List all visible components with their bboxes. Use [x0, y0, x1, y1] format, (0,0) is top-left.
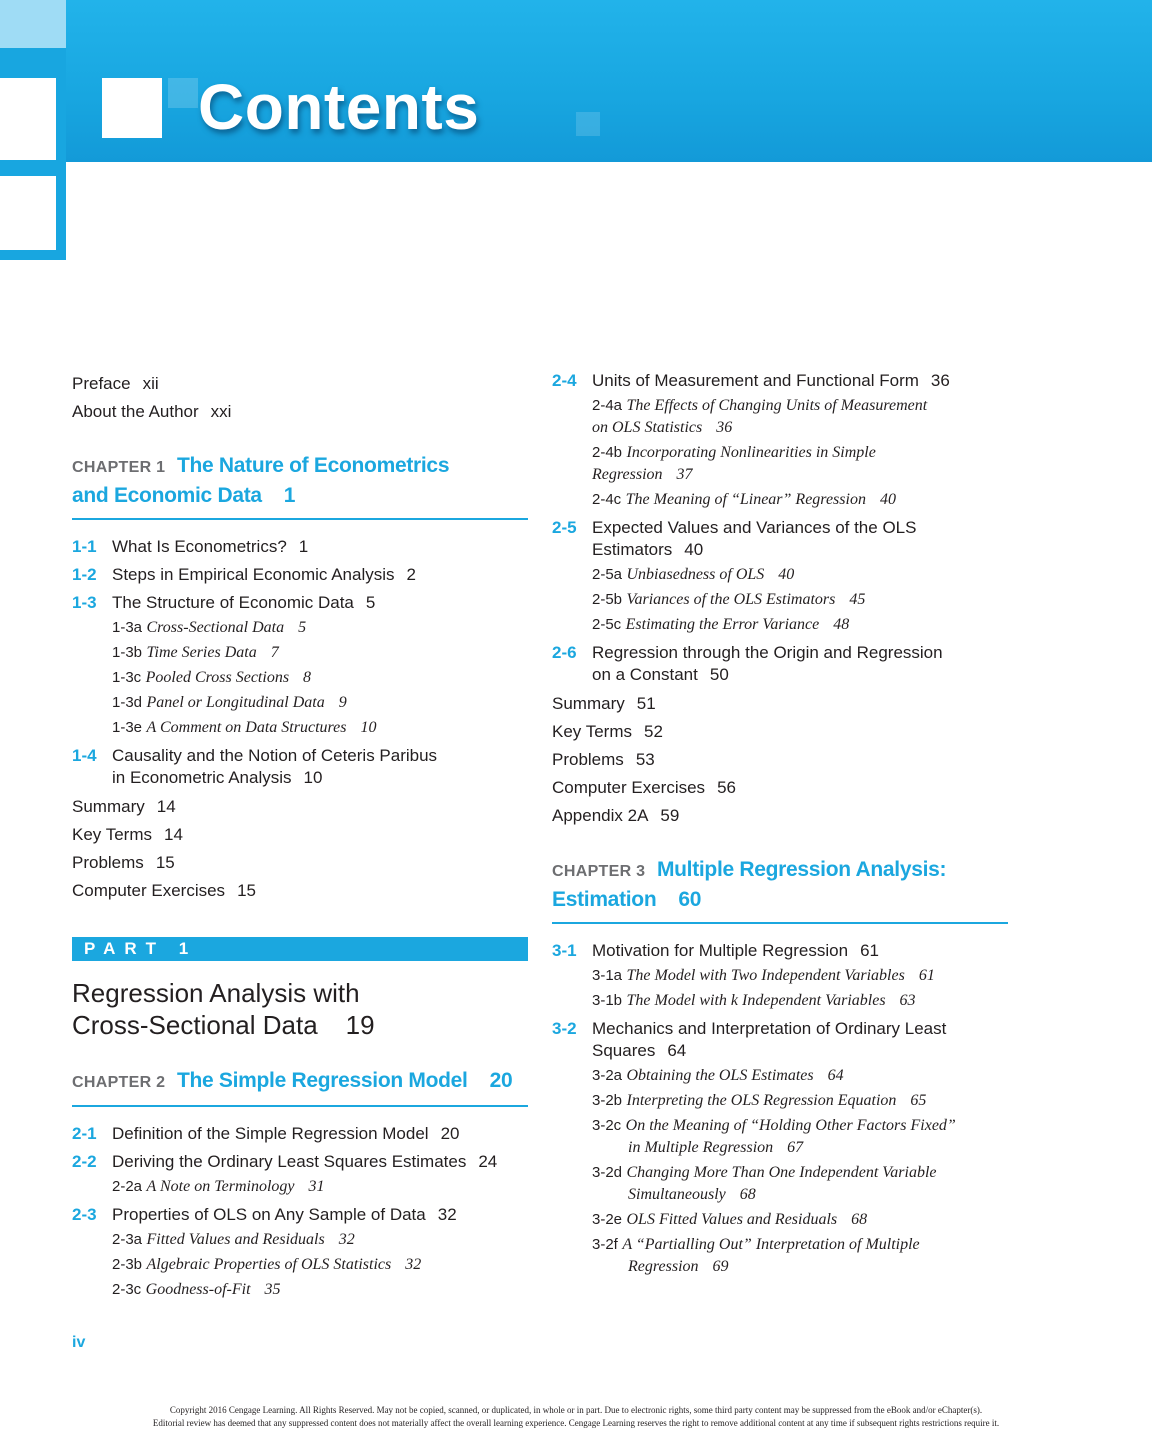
- section-2-5[interactable]: 2-5 Expected Values and Variances of the OLS Estimators 40: [552, 518, 917, 559]
- chapter-3-heading[interactable]: CHAPTER 3 Multiple Regression Analysis: Estimation 60: [552, 856, 1008, 924]
- subsection-2-3c[interactable]: 2-3c Goodness-of-Fit 35: [112, 1281, 281, 1298]
- subsection-2-2a[interactable]: 2-2a A Note on Terminology 31: [112, 1178, 325, 1195]
- copyright-line-2: Editorial review has deemed that any suppressed content does not materially affect the overall learning experience. Cengage Learning reserves the right to remove additional content at any time if subsequent rights restrictions require it.: [152, 1418, 1000, 1428]
- toc-entry-ch2-computer-exercises[interactable]: Computer Exercises 56: [552, 778, 736, 797]
- subsection-3-2c[interactable]: 3-2c On the Meaning of “Holding Other Factors Fixed” in Multiple Regression 67: [592, 1117, 956, 1156]
- toc-entry-ch2-key-terms[interactable]: Key Terms 52: [552, 722, 663, 741]
- decor-square-3: [0, 176, 56, 250]
- section-3-1[interactable]: 3-1 Motivation for Multiple Regression 61: [552, 941, 879, 960]
- subsection-1-3c[interactable]: 1-3c Pooled Cross Sections 8: [112, 669, 312, 686]
- subsection-3-2e[interactable]: 3-2e OLS Fitted Values and Residuals 68: [592, 1211, 868, 1228]
- subsection-2-5c[interactable]: 2-5c Estimating the Error Variance 48: [592, 616, 850, 633]
- section-1-4[interactable]: 1-4 Causality and the Notion of Ceteris Paribus in Econometric Analysis 10: [72, 746, 438, 787]
- subsection-2-5b[interactable]: 2-5b Variances of the OLS Estimators 45: [592, 591, 866, 608]
- subsection-2-3a[interactable]: 2-3a Fitted Values and Residuals 32: [112, 1231, 355, 1248]
- section-1-2[interactable]: 1-2 Steps in Empirical Economic Analysis 2: [72, 565, 416, 584]
- section-2-1[interactable]: 2-1 Definition of the Simple Regression Model 20: [72, 1124, 460, 1143]
- section-2-6[interactable]: 2-6 Regression through the Origin and Regression on a Constant 50: [552, 643, 943, 684]
- toc-right-column: [552, 370, 1008, 1278]
- toc-left-column: [72, 370, 528, 1301]
- toc-entry-ch1-summary[interactable]: Summary 14: [72, 797, 176, 816]
- toc-entry-appendix-2a[interactable]: Appendix 2A 59: [552, 806, 680, 825]
- copyright-notice: [0, 1404, 1152, 1430]
- section-2-4[interactable]: 2-4 Units of Measurement and Functional Form 36: [552, 371, 950, 390]
- subsection-2-3b[interactable]: 2-3b Algebraic Properties of OLS Statistics 32: [112, 1256, 422, 1273]
- toc-entry-ch1-key-terms[interactable]: Key Terms 14: [72, 825, 183, 844]
- page-number: iv: [72, 1334, 86, 1351]
- part-1-title[interactable]: Regression Analysis with Cross-Sectional Data 19: [72, 978, 375, 1040]
- header-light-strip: [0, 0, 66, 48]
- subsection-1-3a[interactable]: 1-3a Cross-Sectional Data 5: [112, 619, 307, 636]
- subsection-3-2d[interactable]: 3-2d Changing More Than One Independent Variable Simultaneously 68: [592, 1164, 937, 1203]
- subsection-1-3b[interactable]: 1-3b Time Series Data 7: [112, 644, 279, 661]
- chapter-2-heading[interactable]: CHAPTER 2 The Simple Regression Model 20: [72, 1067, 528, 1107]
- section-1-1[interactable]: 1-1 What Is Econometrics? 1: [72, 537, 309, 556]
- toc-entry-ch1-problems[interactable]: Problems 15: [72, 853, 175, 872]
- section-3-2[interactable]: 3-2 Mechanics and Interpretation of Ordinary Least Squares 64: [552, 1019, 947, 1060]
- subsection-2-5a[interactable]: 2-5a Unbiasedness of OLS 40: [592, 566, 795, 583]
- subsection-3-2b[interactable]: 3-2b Interpreting the OLS Regression Equation 65: [592, 1092, 927, 1109]
- subsection-2-4a[interactable]: 2-4a The Effects of Changing Units of Measurement on OLS Statistics 36: [592, 397, 928, 436]
- toc-entry-ch2-problems[interactable]: Problems 53: [552, 750, 655, 769]
- subsection-2-4c[interactable]: 2-4c The Meaning of “Linear” Regression 40: [592, 491, 896, 508]
- decor-square-2: [0, 78, 56, 160]
- toc-entry-ch2-summary[interactable]: Summary 51: [552, 694, 656, 713]
- page-title: Contents: [198, 71, 480, 143]
- part-1-bar: PART 1: [72, 937, 528, 961]
- subsection-1-3e[interactable]: 1-3e A Comment on Data Structures 10: [112, 719, 377, 736]
- subsection-1-3d[interactable]: 1-3d Panel or Longitudinal Data 9: [112, 694, 347, 711]
- section-1-3[interactable]: 1-3 The Structure of Economic Data 5: [72, 593, 376, 612]
- decor-square-6: [576, 112, 600, 136]
- toc-entry-ch1-computer-exercises[interactable]: Computer Exercises 15: [72, 881, 256, 900]
- subsection-2-4b[interactable]: 2-4b Incorporating Nonlinearities in Simple Regression 37: [592, 444, 876, 483]
- subsection-3-1a[interactable]: 3-1a The Model with Two Independent Variables 61: [592, 967, 935, 984]
- subsection-3-2a[interactable]: 3-2a Obtaining the OLS Estimates 64: [592, 1067, 844, 1084]
- subsection-3-1b[interactable]: 3-1b The Model with k Independent Variables 63: [592, 992, 916, 1009]
- decor-square-5: [168, 78, 198, 108]
- toc-entry-preface[interactable]: Preface xii: [72, 374, 159, 393]
- toc-entry-about-author[interactable]: About the Author xxi: [72, 402, 232, 421]
- section-2-3[interactable]: 2-3 Properties of OLS on Any Sample of Data 32: [72, 1205, 457, 1224]
- section-2-2[interactable]: 2-2 Deriving the Ordinary Least Squares Estimates 24: [72, 1152, 498, 1171]
- subsection-3-2f[interactable]: 3-2f A “Partialling Out” Interpretation of Multiple Regression 69: [592, 1236, 920, 1275]
- copyright-line-1: Copyright 2016 Cengage Learning. All Rights Reserved. May not be copied, scanned, or duplicated, in whole or in part. Due to electronic rights, some third party content may be suppressed from the eBook and/or eChapter(s).: [169, 1405, 983, 1415]
- chapter-1-heading[interactable]: CHAPTER 1 The Nature of Econometrics and Economic Data 1: [72, 452, 528, 520]
- decor-square-4: [102, 78, 162, 138]
